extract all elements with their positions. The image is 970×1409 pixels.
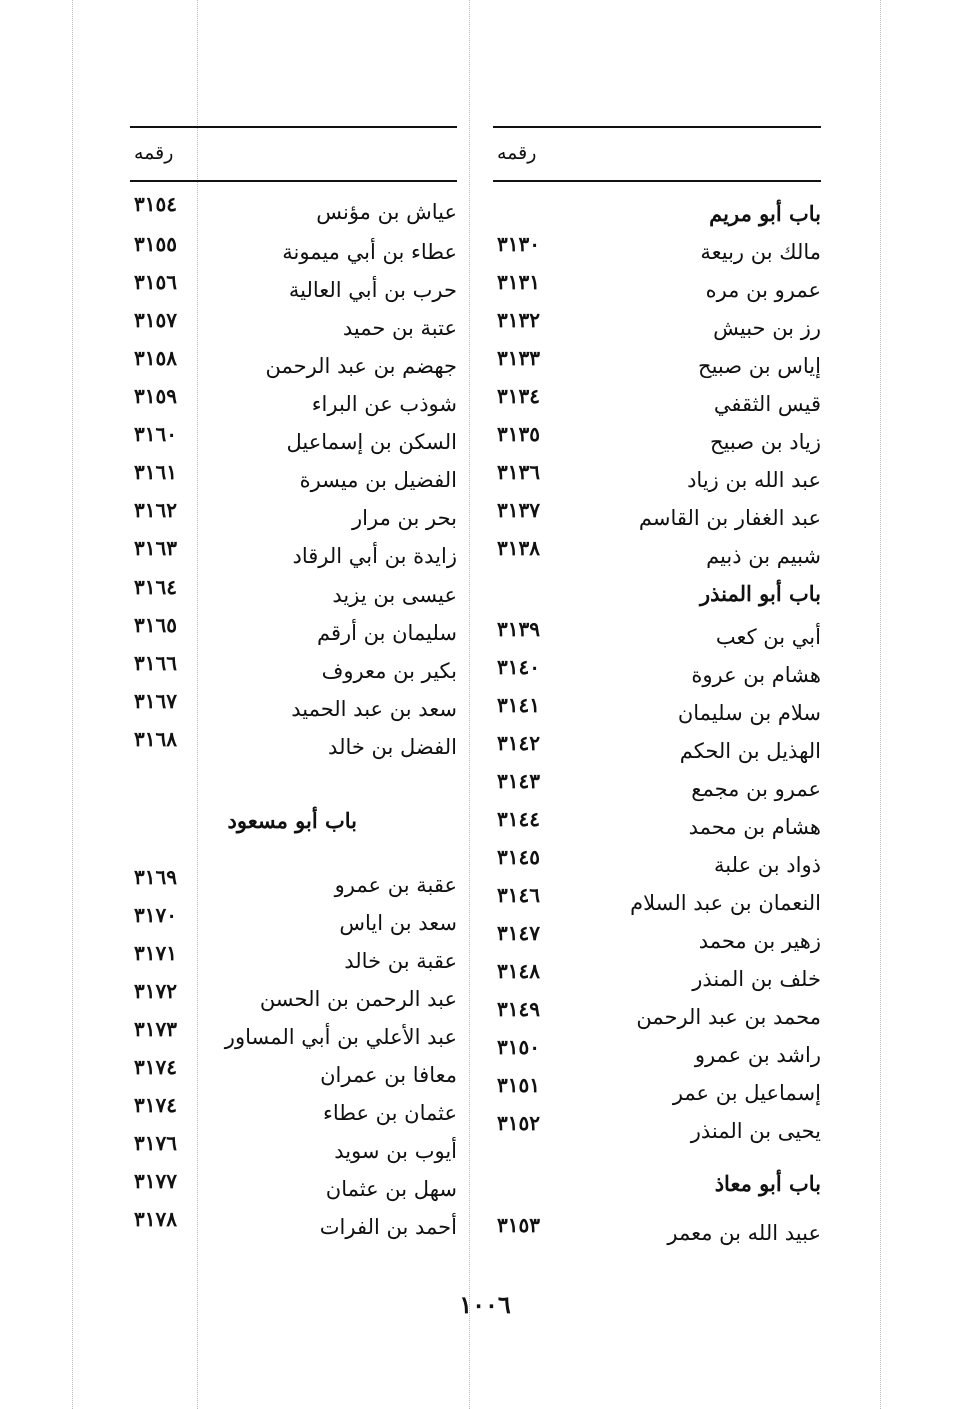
index-entry (130, 462, 457, 494)
entry-name: سعد بن اياس (339, 911, 457, 935)
entry-name: محمد بن عبد الرحمن (636, 1005, 821, 1029)
entry-name: إياس بن صبيح (698, 354, 821, 378)
entry-name: زهير بن محمد (698, 929, 821, 953)
page-number: ١٠٠٦ (459, 1290, 511, 1319)
entry-number: ٣١٥٧ (134, 308, 177, 332)
entry-number: ٣١٣٨ (497, 536, 540, 560)
index-entry (493, 733, 821, 765)
index-entry (493, 657, 821, 689)
entry-number: ٣١٦٨ (134, 727, 177, 751)
entry-name: راشد بن عمرو (694, 1043, 821, 1067)
entry-name: عياش بن مؤنس (316, 200, 457, 224)
entry-number: ٣١٣٩ (497, 617, 540, 641)
index-entry (130, 538, 457, 570)
index-entry (130, 981, 457, 1013)
entry-number: ٣١٤٠ (497, 655, 540, 679)
section-heading: باب أبو مسعود (227, 808, 357, 833)
entry-name: بحر بن مرار (352, 506, 457, 530)
entry-name: عبد الرحمن بن الحسن (259, 987, 457, 1011)
left-column (130, 126, 457, 1239)
entry-number: ٣١٤٨ (497, 959, 540, 983)
entry-name: شبيم بن ذبيم (706, 544, 821, 568)
entry-name: رز بن حبيش (713, 316, 821, 340)
entry-number: ٣١٤٦ (497, 883, 540, 907)
entry-number: ٣١٦٣ (134, 536, 177, 560)
index-entry (493, 1075, 821, 1107)
entry-name: ذواد بن علبة (714, 853, 821, 877)
entry-number: ٣١٤٤ (497, 807, 540, 831)
entry-number: ٣١٥٩ (134, 384, 177, 408)
index-entry (130, 310, 457, 342)
right-column (493, 126, 821, 1245)
scan-line (469, 0, 470, 1409)
section-heading: باب أبو المنذر (699, 581, 821, 606)
entry-number: ٣١٤٣ (497, 769, 540, 793)
index-entry (493, 695, 821, 727)
entry-name: جهضم بن عبد الرحمن (265, 354, 457, 378)
entry-number: ٣١٣٧ (497, 498, 540, 522)
index-entry (493, 771, 821, 803)
index-entry (493, 272, 821, 304)
entry-number: ٣١٦٧ (134, 689, 177, 713)
entry-name: سعد بن عبد الحميد (291, 697, 457, 721)
entry-name: عطاء بن أبي ميمونة (282, 240, 457, 264)
entry-name: زايدة بن أبي الرقاد (292, 544, 457, 568)
entry-number: ٣١٥٠ (497, 1035, 540, 1059)
entry-number: ٣١٧٢ (134, 979, 177, 1003)
entry-name: مالك بن ربيعة (700, 240, 821, 264)
entry-number: ٣١٧٤ (134, 1093, 177, 1117)
entry-number: ٣١٣٤ (497, 384, 540, 408)
scan-line (72, 0, 73, 1409)
entry-number: ٣١٧٠ (134, 903, 177, 927)
entry-number: ٣١٣٢ (497, 308, 540, 332)
entry-name: معافا بن عمران (320, 1063, 457, 1087)
index-entry (130, 1171, 457, 1203)
index-entry (130, 691, 457, 723)
index-entry (493, 424, 821, 456)
index-entry (493, 234, 821, 266)
entry-name: عبد الأعلي بن أبي المساور (224, 1025, 457, 1049)
entry-name: يحيى بن المنذر (690, 1119, 821, 1143)
entry-name: عمرو بن مره (705, 278, 821, 302)
index-entry (130, 348, 457, 380)
entry-number: ٣١٧٨ (134, 1207, 177, 1231)
entry-name: أيوب بن سويد (334, 1139, 457, 1163)
entry-number: ٣١٣٠ (497, 232, 540, 256)
entry-name: بكير بن معروف (321, 659, 457, 683)
entry-number: ٣١٣٥ (497, 422, 540, 446)
entry-name: عقبة بن عمرو (334, 873, 457, 897)
index-entry (130, 424, 457, 456)
column-header-label: رقمه (497, 142, 537, 164)
entry-name: حرب بن أبي العالية (288, 278, 457, 302)
entry-number: ٣١٦١ (134, 460, 177, 484)
index-entry (493, 386, 821, 418)
entry-name: زياد بن صبيح (710, 430, 821, 454)
entry-name: هشام بن محمد (688, 815, 821, 839)
entry-name: إسماعيل بن عمر (672, 1081, 821, 1105)
scan-line (880, 0, 881, 1409)
index-entry (493, 923, 821, 955)
entry-number: ٣١٤٥ (497, 845, 540, 869)
index-entry (130, 577, 457, 609)
entry-number: ٣١٤٢ (497, 731, 540, 755)
entry-number: ٣١٦٥ (134, 613, 177, 637)
entry-number: ٣١٥٦ (134, 270, 177, 294)
entry-number: ٣١٧٤ (134, 1055, 177, 1079)
entry-name: سليمان بن أرقم (316, 621, 457, 645)
section-heading: باب أبو معاذ (714, 1171, 821, 1196)
entry-number: ٣١٥٨ (134, 346, 177, 370)
index-entry (130, 943, 457, 975)
entry-name: أحمد بن الفرات (319, 1215, 457, 1239)
entry-number: ٣١٦٤ (134, 575, 177, 599)
entry-name: السكن بن إسماعيل (286, 430, 457, 454)
index-entry (493, 885, 821, 917)
entry-name: شوذب عن البراء (311, 392, 457, 416)
column-header (130, 126, 457, 182)
index-entry (493, 1113, 821, 1145)
entry-number: ٣١٥٣ (497, 1213, 540, 1237)
index-entry (130, 234, 457, 266)
index-entry (130, 867, 457, 899)
entry-name: عتبة بن حميد (342, 316, 457, 340)
entry-number: ٣١٧٣ (134, 1017, 177, 1041)
column-header-label: رقمه (134, 142, 174, 164)
entry-number: ٣١٧٧ (134, 1169, 177, 1193)
entry-name: الفضيل بن ميسرة (299, 468, 457, 492)
entry-name: سلام بن سليمان (677, 701, 821, 725)
entry-number: ٣١٧١ (134, 941, 177, 965)
index-entry (493, 619, 821, 651)
entry-name: عثمان بن عطاء (322, 1101, 457, 1125)
index-entry (130, 386, 457, 418)
index-entry (493, 462, 821, 494)
entry-name: الهذيل بن الحكم (679, 739, 821, 763)
entry-number: ٣١٤٧ (497, 921, 540, 945)
index-entry (130, 729, 457, 761)
entry-number: ٣١٦٦ (134, 651, 177, 675)
index-entry (493, 538, 821, 570)
entry-name: هشام بن عروة (691, 663, 821, 687)
index-entry (493, 961, 821, 993)
entry-name: عيسى بن يزيد (332, 583, 457, 607)
entry-name: الفضل بن خالد (328, 735, 457, 759)
entry-name: عقبة بن خالد (344, 949, 457, 973)
index-entry (130, 1057, 457, 1089)
entry-number: ٣١٥٢ (497, 1111, 540, 1135)
entry-number: ٣١٣٣ (497, 346, 540, 370)
index-entry (493, 310, 821, 342)
index-entry (493, 1037, 821, 1069)
entry-number: ٣١٥٤ (134, 192, 177, 216)
index-entry (130, 1019, 457, 1051)
index-entry (493, 1215, 821, 1247)
entry-name: النعمان بن عبد السلام (630, 891, 821, 915)
entry-name: عبيد الله بن معمر (667, 1221, 821, 1245)
index-entry (130, 615, 457, 647)
index-entry (130, 1209, 457, 1241)
entry-name: قيس الثقفي (713, 392, 821, 416)
entry-number: ٣١٣١ (497, 270, 540, 294)
entry-name: سهل بن عثمان (325, 1177, 457, 1201)
index-entry (130, 653, 457, 685)
index-entry (493, 348, 821, 380)
column-header (493, 126, 821, 182)
entry-name: خلف بن المنذر (692, 967, 821, 991)
entry-number: ٣١٥١ (497, 1073, 540, 1097)
entry-number: ٣١٦٠ (134, 422, 177, 446)
index-entry (130, 1133, 457, 1165)
entry-name: عبد الله بن زياد (687, 468, 821, 492)
index-entry (130, 194, 457, 226)
index-entry (130, 272, 457, 304)
index-entry (493, 809, 821, 841)
entry-number: ٣١٥٥ (134, 232, 177, 256)
entry-name: عبد الغفار بن القاسم (638, 506, 821, 530)
entry-number: ٣١٤٩ (497, 997, 540, 1021)
index-entry (130, 500, 457, 532)
section-heading: باب أبو مريم (709, 201, 821, 226)
index-entry (493, 999, 821, 1031)
entry-number: ٣١٤١ (497, 693, 540, 717)
index-entry (493, 847, 821, 879)
entry-number: ٣١٣٦ (497, 460, 540, 484)
index-entry (493, 500, 821, 532)
entry-name: أبي بن كعب (715, 625, 821, 649)
entry-number: ٣١٧٦ (134, 1131, 177, 1155)
entry-name: عمرو بن مجمع (691, 777, 821, 801)
entry-number: ٣١٦٩ (134, 865, 177, 889)
index-entry (130, 1095, 457, 1127)
entry-number: ٣١٦٢ (134, 498, 177, 522)
index-entry (130, 905, 457, 937)
